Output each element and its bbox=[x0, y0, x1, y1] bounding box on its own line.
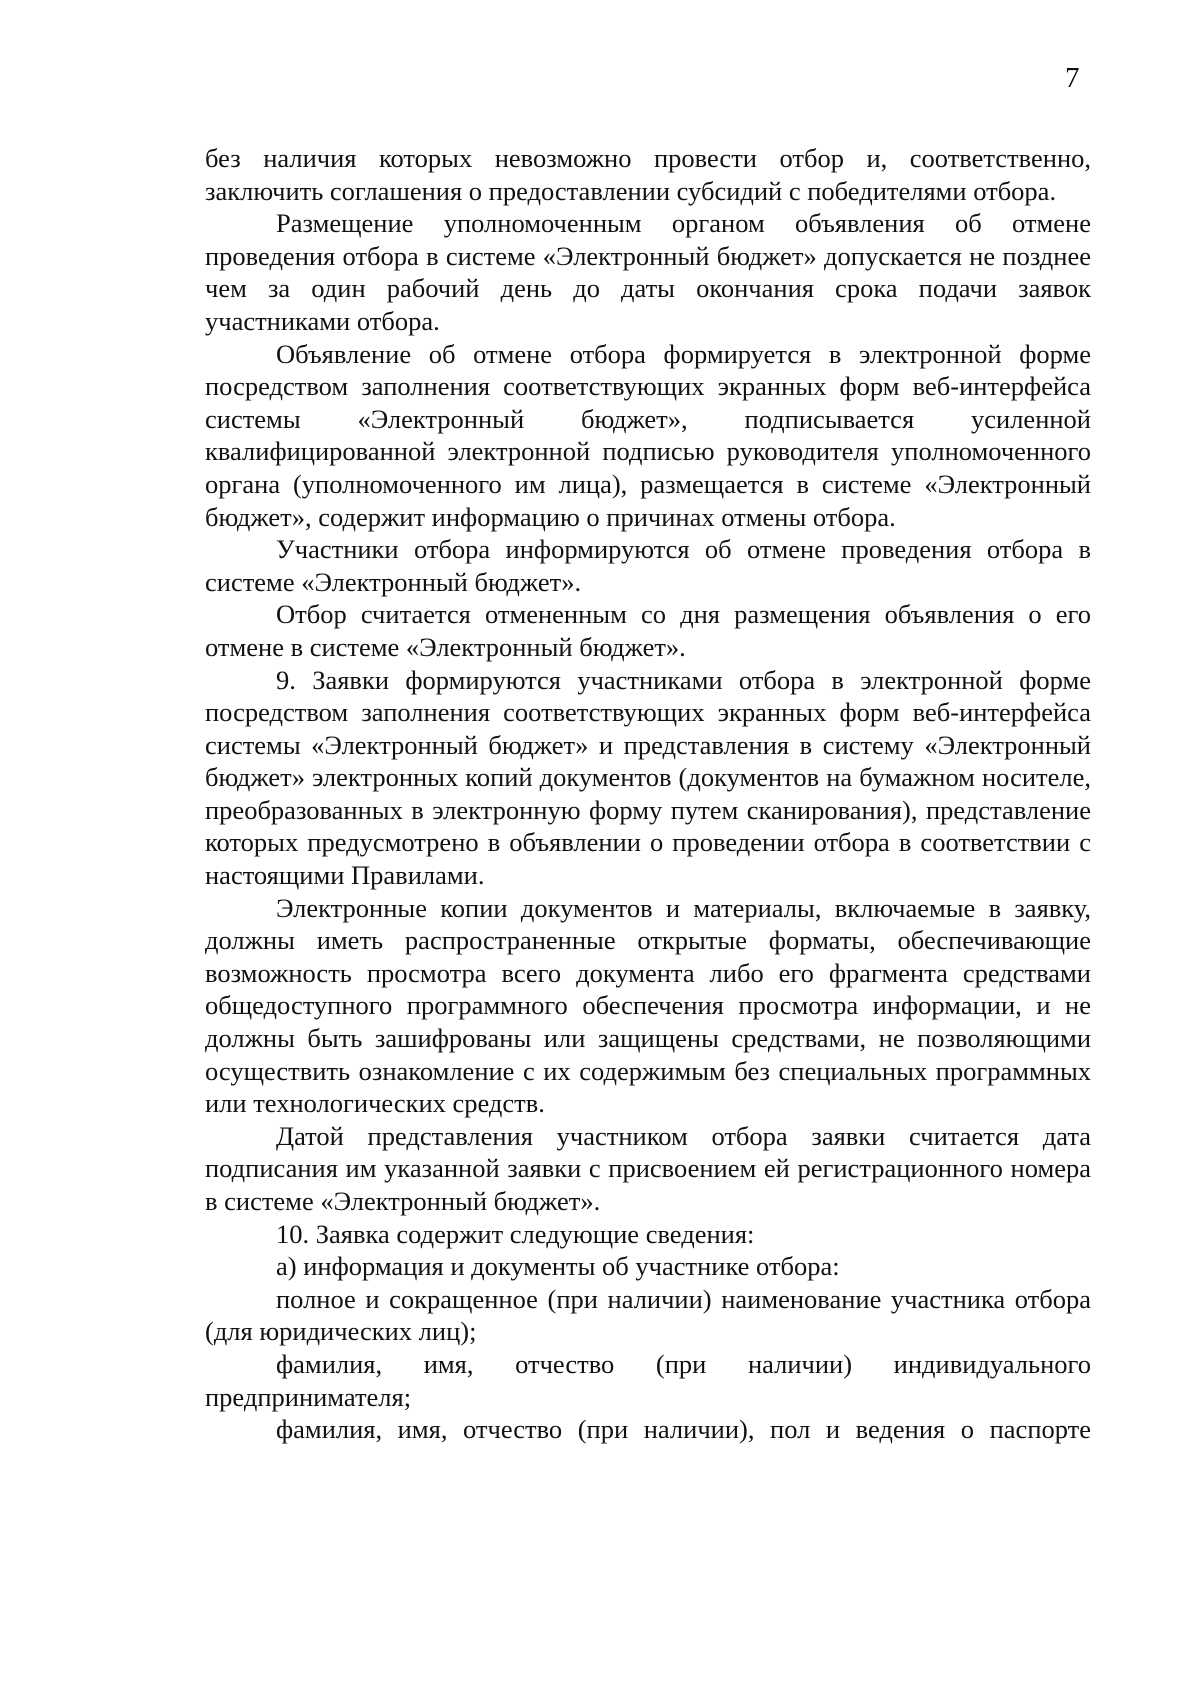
paragraph-selection-cancelled: Отбор считается отмененным со дня размещения объявления о его отмене в системе «Электронный бюджет». bbox=[205, 599, 1091, 662]
paragraph-participants-informed: Участники отбора информируются об отмене проведения отбора в системе «Электронный бюджет». bbox=[205, 534, 1091, 597]
paragraph-item-9: 9. Заявки формируются участниками отбора в электронной форме посредством заполнения соответствующих экранных форм веб-интерфейса системы «Электронный бюджет» и представления в систему «Электронный бюджет» электронных копий документов (документов на бумажном носителе, преобразованных в электронную форму путем сканирования), представление которых предусмотрено в объявлении о проведении отбора в соответствии с настоящими Правилами. bbox=[205, 664, 1091, 891]
page-number: 7 bbox=[1065, 62, 1080, 94]
paragraph-item-10: 10. Заявка содержит следующие сведения: bbox=[276, 1218, 755, 1249]
paragraph-legal-entity-name: полное и сокращенное (при наличии) наименование участника отбора (для юридических лиц); bbox=[205, 1283, 1091, 1347]
paragraph-item-10-a: а) информация и документы об участнике отбора: bbox=[276, 1251, 840, 1282]
paragraph-personal-data: фамилия, имя, отчество (при наличии), пол и ведения о паспорте bbox=[276, 1414, 1091, 1445]
paragraph-continuation: без наличия которых невозможно провести отбор и, соответственно, заключить соглашения о предоставлении субсидий с победителями отбора. bbox=[205, 143, 1091, 206]
paragraph-cancellation-announcement: Объявление об отмене отбора формируется в электронной форме посредством заполнения соответствующих экранных форм веб-интерфейса системы «Электронный бюджет», подписывается усиленной квалифицированной электронной подписью руководителя уполномоченного органа (уполномоченного им лица), размещается в системе «Электронный бюджет», содержит информацию о причинах отмены отбора. bbox=[205, 338, 1091, 532]
document-body bbox=[205, 142, 1091, 1446]
paragraph-entrepreneur-name: фамилия, имя, отчество (при наличии) индивидуального предпринимателя; bbox=[205, 1348, 1091, 1412]
paragraph-electronic-copies: Электронные копии документов и материалы, включаемые в заявку, должны иметь распространенные открытые форматы, обеспечивающие возможность просмотра всего документа либо его фрагмента средствами общедоступного программного обеспечения просмотра информации, и не должны быть зашифрованы или защищены средствами, не позволяющими осуществить ознакомление с их содержимым без специальных программных или технологических средств. bbox=[205, 892, 1091, 1119]
paragraph-submission-date: Датой представления участником отбора заявки считается дата подписания им указанной заявки с присвоением ей регистрационного номера в системе «Электронный бюджет». bbox=[205, 1120, 1091, 1216]
paragraph-cancellation-placement: Размещение уполномоченным органом объявления об отмене проведения отбора в системе «Электронный бюджет» допускается не позднее чем за один рабочий день до даты окончания срока подачи заявок участниками отбора. bbox=[205, 208, 1091, 336]
